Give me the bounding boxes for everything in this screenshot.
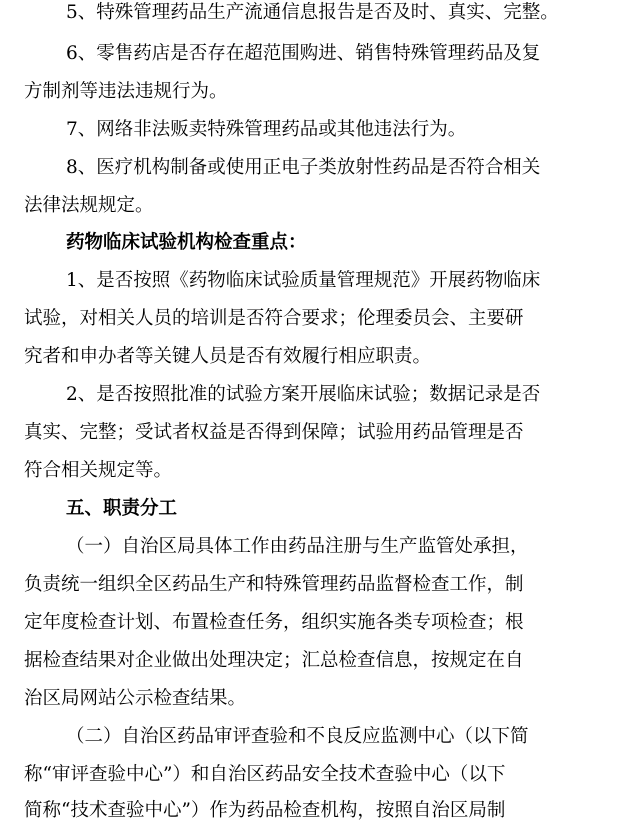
text-line	[0, 457, 625, 485]
text-line	[0, 40, 625, 68]
line-text: （二）自治区药品审评查验和不良反应监测中心（以下简	[66, 726, 529, 747]
line-text: （一）自治区局具体工作由药品注册与生产监管处承担，	[66, 536, 529, 557]
text-line	[0, 571, 625, 599]
line-text: 称“审评查验中心”）和自治区药品安全技术查验中心（以下	[24, 764, 506, 785]
line-text: 究者和申办者等关键人员是否有效履行相应职责。	[24, 346, 432, 367]
text-line	[0, 761, 625, 789]
line-text: 治区局网站公示检查结果。	[24, 688, 247, 709]
text-line	[0, 78, 625, 106]
line-text: 7、网络非法贩卖特殊管理药品或其他违法行为。	[66, 119, 467, 140]
line-text: 负责统一组织全区药品生产和特殊管理药品监督检查工作，制	[24, 574, 524, 595]
heading-text: 药物临床试验机构检查重点：	[66, 232, 307, 253]
line-text: 符合相关规定等。	[24, 460, 173, 481]
text-line	[0, 305, 625, 333]
line-text: 8、医疗机构制备或使用正电子类放射性药品是否符合相关	[66, 157, 541, 178]
line-text: 5、特殊管理药品生产流通信息报告是否及时、真实、完整。	[66, 2, 559, 23]
text-line	[0, 381, 625, 409]
text-line	[0, 533, 625, 561]
text-line	[0, 0, 625, 27]
text-line	[0, 192, 625, 220]
text-line	[0, 723, 625, 751]
line-text: 据检查结果对企业做出处理决定；汇总检查信息，按规定在自	[24, 650, 524, 671]
line-text: 2、是否按照批准的试验方案开展临床试验；数据记录是否	[66, 384, 541, 405]
text-line	[0, 154, 625, 182]
line-text: 6、零售药店是否存在超范围购进、销售特殊管理药品及复	[66, 43, 541, 64]
text-line	[0, 647, 625, 675]
line-text: 1、是否按照《药物临床试验质量管理规范》开展药物临床	[66, 270, 541, 291]
text-line	[0, 419, 625, 447]
line-text: 方制剂等违法违规行为。	[24, 81, 228, 102]
line-text: 定年度检查计划、布置检查任务，组织实施各类专项检查；根	[24, 612, 524, 633]
text-line	[0, 343, 625, 371]
line-text: 法律法规规定。	[24, 195, 154, 216]
line-text: 简称“技术查验中心”）作为药品检查机构，按照自治区局制	[24, 800, 506, 821]
text-line	[0, 116, 625, 144]
section-title-text: 五、职责分工	[66, 498, 178, 519]
line-text: 试验，对相关人员的培训是否符合要求；伦理委员会、主要研	[24, 308, 524, 329]
section-heading	[0, 229, 625, 257]
text-line	[0, 267, 625, 295]
text-line	[0, 685, 625, 713]
text-line	[0, 609, 625, 637]
line-text: 真实、完整；受试者权益是否得到保障；试验用药品管理是否	[24, 422, 524, 443]
section-title	[0, 495, 625, 523]
